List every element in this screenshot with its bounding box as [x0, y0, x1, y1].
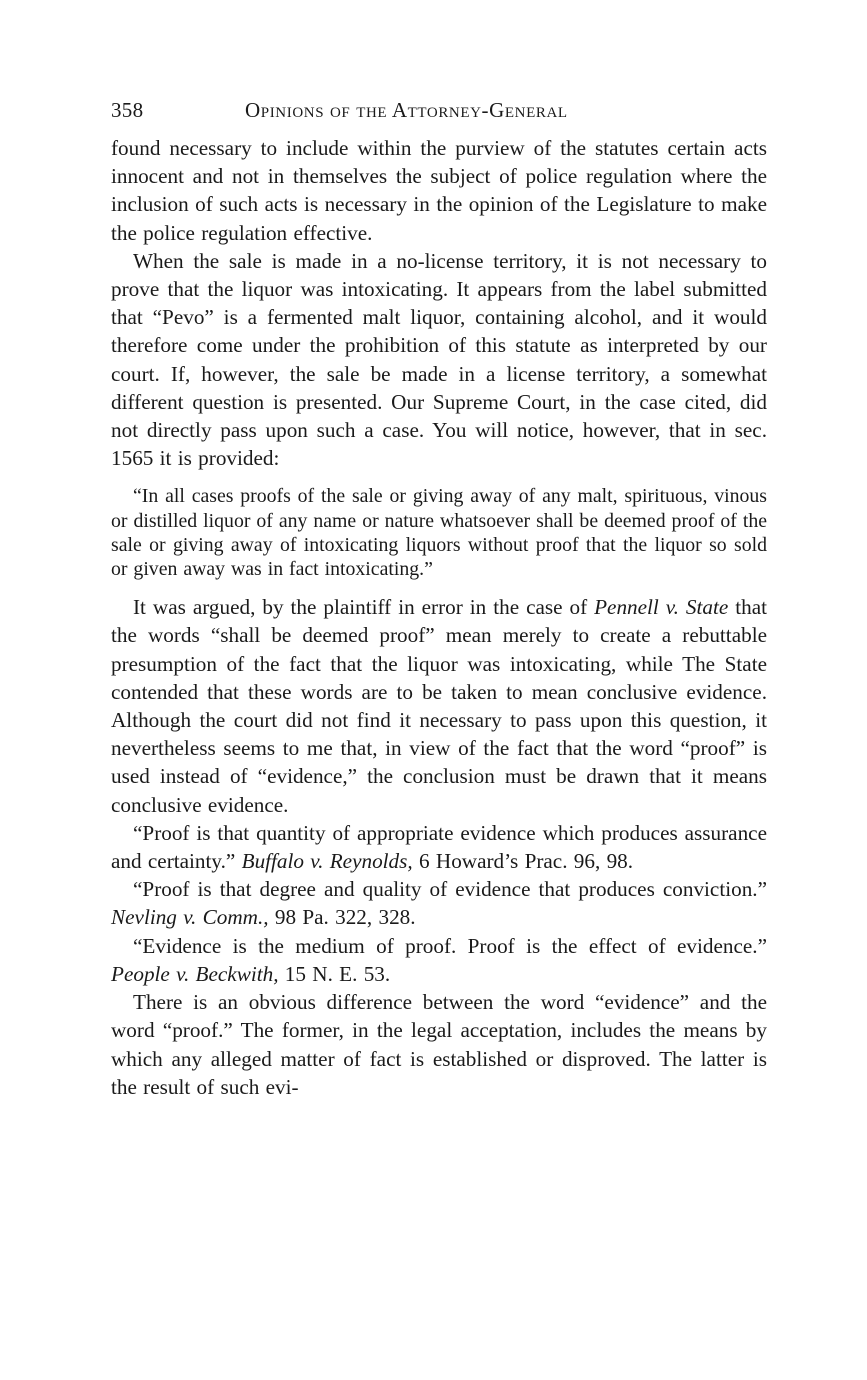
- running-title: Opinions of the Attorney-General: [245, 98, 568, 122]
- paragraph-nevling: [111, 875, 767, 931]
- document-page: [111, 98, 767, 1101]
- buffalo-text-b: 6 Howard’s Prac. 96, 98.: [412, 849, 634, 874]
- nevling-text-a: “Proof is that degree and quality of evidence that produces conviction.”: [133, 877, 767, 902]
- nevling-case-name: Nevling v. Comm.,: [111, 905, 269, 930]
- statute-quote: “In all cases proofs of the sale or giving away of any malt, spirituous, vinous or distilled liquor of any name or nature whatsoever shall be deemed proof of the sale or giving away of intoxicating liquors without proof that the liquor so sold or given away was in fact intoxicating.”: [111, 485, 767, 581]
- pennell-text-b: that the words “shall be deemed proof” mean merely to create a rebuttable presumption of the fact that the liquor was intoxicating, while The State contended that these words are to be taken to mean conclusive evidence. Although the court did not find it necessary to pass upon this question, it nevertheless seems to me that, in view of the fact that the word “proof” is used instead of “evidence,” the conclusion must be drawn that it means conclusive evidence.: [111, 595, 767, 817]
- beckwith-text-a: “Evidence is the medium of proof. Proof is the effect of evidence.”: [133, 933, 767, 958]
- beckwith-case-name: People v. Beckwith,: [111, 961, 279, 986]
- running-head: [111, 98, 767, 134]
- page-number: 358: [111, 98, 144, 122]
- pennell-text-a: It was argued, by the plaintiff in error in the case of: [133, 595, 595, 620]
- paragraph-no-license: When the sale is made in a no-license territory, it is not necessary to prove that the liquor was intoxicating. It appears from the label submitted that “Pevo” is a fermented malt liquor, containing alcohol, and it would therefore come under the prohibition of this statute as interpreted by our court. If, however, the sale be made in a license territory, a somewhat different question is presented. Our Supreme Court, in the case cited, did not directly pass upon such a case. You will notice, however, that in sec. 1565 it is provided:: [111, 248, 767, 471]
- paragraph-difference: There is an obvious difference between the word “evidence” and the word “proof.” The former, in the legal acceptation, includes the means by which any alleged matter of fact is established or disproved. The latter is the result of such evi-: [111, 990, 767, 1099]
- nevling-text-b: 98 Pa. 322, 328.: [268, 905, 416, 930]
- beckwith-text-b: 15 N. E. 53.: [278, 961, 391, 986]
- paragraph-continuation: found necessary to include within the purview of the statutes certain acts innocent and not in themselves the subject of police regulation where the inclusion of such acts is necessary in the opinion of the Legislature to make the police regulation effective.: [111, 136, 767, 245]
- buffalo-case-name: Buffalo v. Reynolds,: [241, 849, 413, 874]
- paragraph-pennell: [111, 593, 767, 819]
- paragraph-buffalo: [111, 819, 767, 875]
- buffalo-text-a: “Proof is that quantity of appropriate evidence which produces assurance and certainty.”: [111, 820, 767, 874]
- pennell-case-name: Pennell v. State: [594, 595, 729, 620]
- paragraph-beckwith: [111, 932, 767, 988]
